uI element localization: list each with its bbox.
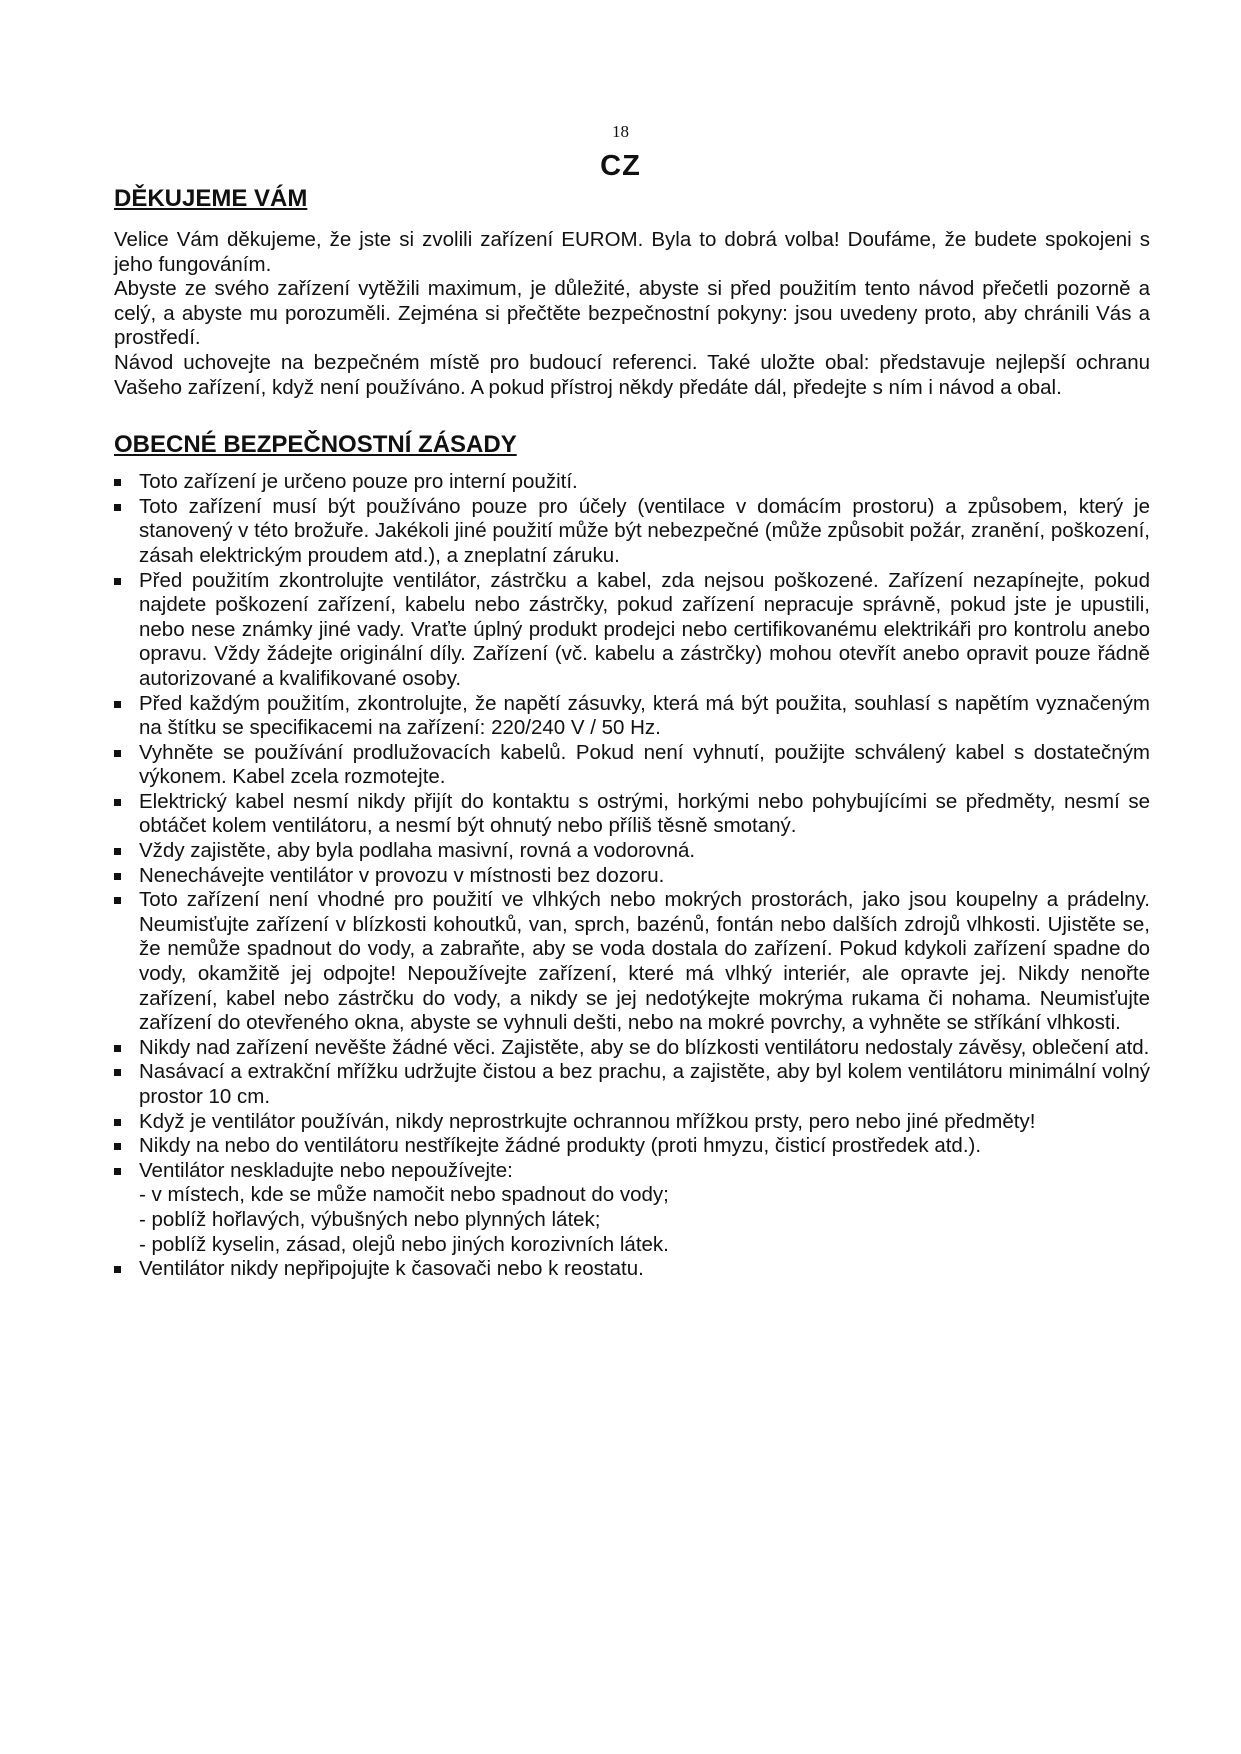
- bullet-icon: [114, 1045, 121, 1052]
- bullet-icon: [114, 1143, 121, 1150]
- list-item: Když je ventilátor používán, nikdy neprostrkujte ochrannou mřížkou prsty, pero nebo jiné předměty!: [114, 1110, 1150, 1135]
- storage-subitem: - poblíž kyselin, zásad, olejů nebo jiných korozivních látek.: [139, 1232, 669, 1256]
- list-item: Před použitím zkontrolujte ventilátor, zástrčku a kabel, zda nejsou poškozené. Zařízení nezapínejte, pokud najdete poškození zařízení, kabelu nebo zástrčky, pokud zařízení nepracuje správně, pokud jste je upustili, nebo nese známky jiné vady. Vraťte úplný produkt prodejci nebo certifikovanému elektrikáři pro kontrolu anebo opravu. Vždy žádejte originální díly. Zařízení (vč. kabelu a zástrčky) mohou otevřít anebo opravit pouze řádně autorizované a kvalifikované osoby.: [114, 569, 1150, 692]
- list-item-storage: Ventilátor neskladujte nebo nepoužívejte: - v místech, kde se může namočit nebo spadnout do vody; - poblíž hořlavých, výbušných nebo plynných látek; - poblíž kyselin, zásad, olejů nebo jiných korozivních látek.: [114, 1159, 1150, 1257]
- list-item: Nasávací a extrakční mřížku udržujte čistou a bez prachu, a zajistěte, aby byl kolem ventilátoru minimální volný prostor 10 cm.: [114, 1060, 1150, 1109]
- list-item: Nikdy na nebo do ventilátoru nestříkejte žádné produkty (proti hmyzu, čisticí prostředek atd.).: [114, 1134, 1150, 1159]
- bullet-icon: [114, 1069, 121, 1076]
- list-item: Nenechávejte ventilátor v provozu v místnosti bez dozoru.: [114, 864, 1150, 889]
- bullet-icon: [114, 873, 121, 880]
- list-item: Vyhněte se používání prodlužovacích kabelů. Pokud není vyhnutí, použijte schválený kabel s dostatečným výkonem. Kabel zcela rozmotejte.: [114, 741, 1150, 790]
- list-item: Nikdy nad zařízení nevěšte žádné věci. Zajistěte, aby se do blízkosti ventilátoru nedostaly závěsy, oblečení atd.: [114, 1036, 1150, 1061]
- page-content: [114, 184, 1150, 1282]
- bullet-icon: [114, 1119, 121, 1126]
- bullet-icon: [114, 578, 121, 585]
- safety-heading: OBECNÉ BEZPEČNOSTNÍ ZÁSADY: [114, 431, 517, 459]
- bullet-icon: [114, 1266, 121, 1273]
- language-code: CZ: [600, 150, 641, 182]
- bullet-icon: [114, 479, 121, 486]
- thank-you-heading: DĚKUJEME VÁM: [114, 185, 308, 212]
- bullet-icon: [114, 897, 121, 904]
- bullet-icon: [114, 701, 121, 708]
- bullet-icon: [114, 1168, 121, 1175]
- list-item: Toto zařízení je určeno pouze pro interní použití.: [114, 470, 1150, 495]
- bullet-icon: [114, 750, 121, 757]
- intro-paragraph: Návod uchovejte na bezpečném místě pro budoucí referenci. Také uložte obal: představuje nejlepší ochranu Vašeho zařízení, když není používáno. A pokud přístroj někdy předáte dál, předejte s ním i návod a obal.: [114, 350, 1150, 399]
- list-item: Vždy zajistěte, aby byla podlaha masivní, rovná a vodorovná.: [114, 839, 1150, 864]
- bullet-icon: [114, 848, 121, 855]
- storage-subitem: - v místech, kde se může namočit nebo spadnout do vody;: [139, 1183, 669, 1207]
- safety-list: [114, 470, 1150, 1282]
- list-item: Ventilátor nikdy nepřipojujte k časovači nebo k reostatu.: [114, 1257, 1150, 1282]
- bullet-icon: [114, 799, 121, 806]
- intro-paragraph: Abyste ze svého zařízení vytěžili maximum, je důležité, abyste si před použitím tento návod přečetli pozorně a celý, a abyste mu porozuměli. Zejména si přečtěte bezpečnostní pokyny: jsou uvedeny proto, aby chránili Vás a prostředí.: [114, 277, 1150, 350]
- list-item: Toto zařízení musí být používáno pouze pro účely (ventilace v domácím prostoru) a způsobem, který je stanovený v této brožuře. Jakékoli jiné použití může být nebezpečné (může způsobit požár, zranění, poškození, zásah elektrickým proudem atd.), a zneplatní záruku.: [114, 495, 1150, 569]
- list-item: Před každým použitím, zkontrolujte, že napětí zásuvky, která má být použita, souhlasí s napětím vyznačeným na štítku se specifikacemi na zařízení: 220/240 V / 50 Hz.: [114, 692, 1150, 741]
- storage-subitem: - poblíž hořlavých, výbušných nebo plynných látek;: [139, 1207, 601, 1231]
- list-item: Elektrický kabel nesmí nikdy přijít do kontaktu s ostrými, horkými nebo pohybujícími se předměty, nesmí se obtáčet kolem ventilátoru, a nesmí být ohnutý nebo příliš těsně smotaný.: [114, 790, 1150, 839]
- intro-paragraph: Velice Vám děkujeme, že jste si zvolili zařízení EUROM. Byla to dobrá volba! Doufáme, že budete spokojeni s jeho fungováním.: [114, 228, 1150, 276]
- page-number: 18: [612, 122, 629, 141]
- list-item: Toto zařízení není vhodné pro použití ve vlhkých nebo mokrých prostorách, jako jsou koupelny a prádelny. Neumisťujte zařízení v blízkosti kohoutků, van, sprch, bazénů, fontán nebo dalších zdrojů vlhkosti. Ujistěte se, že nemůže spadnout do vody, a zabraňte, aby se voda dostala do zařízení. Pokud kdykoli zařízení spadne do vody, okamžitě jej odpojte! Nepoužívejte zařízení, které má vlhký interiér, ale opravte jej. Nikdy nenořte zařízení, kabel nebo zástrčku do vody, a nikdy se jej nedotýkejte mokrýma rukama či nohama. Neumisťujte zařízení do otevřeného okna, abyste se vyhnuli dešti, nebo na mokré povrchy, a vyhněte se stříkání vlhkosti.: [114, 888, 1150, 1036]
- bullet-icon: [114, 504, 121, 511]
